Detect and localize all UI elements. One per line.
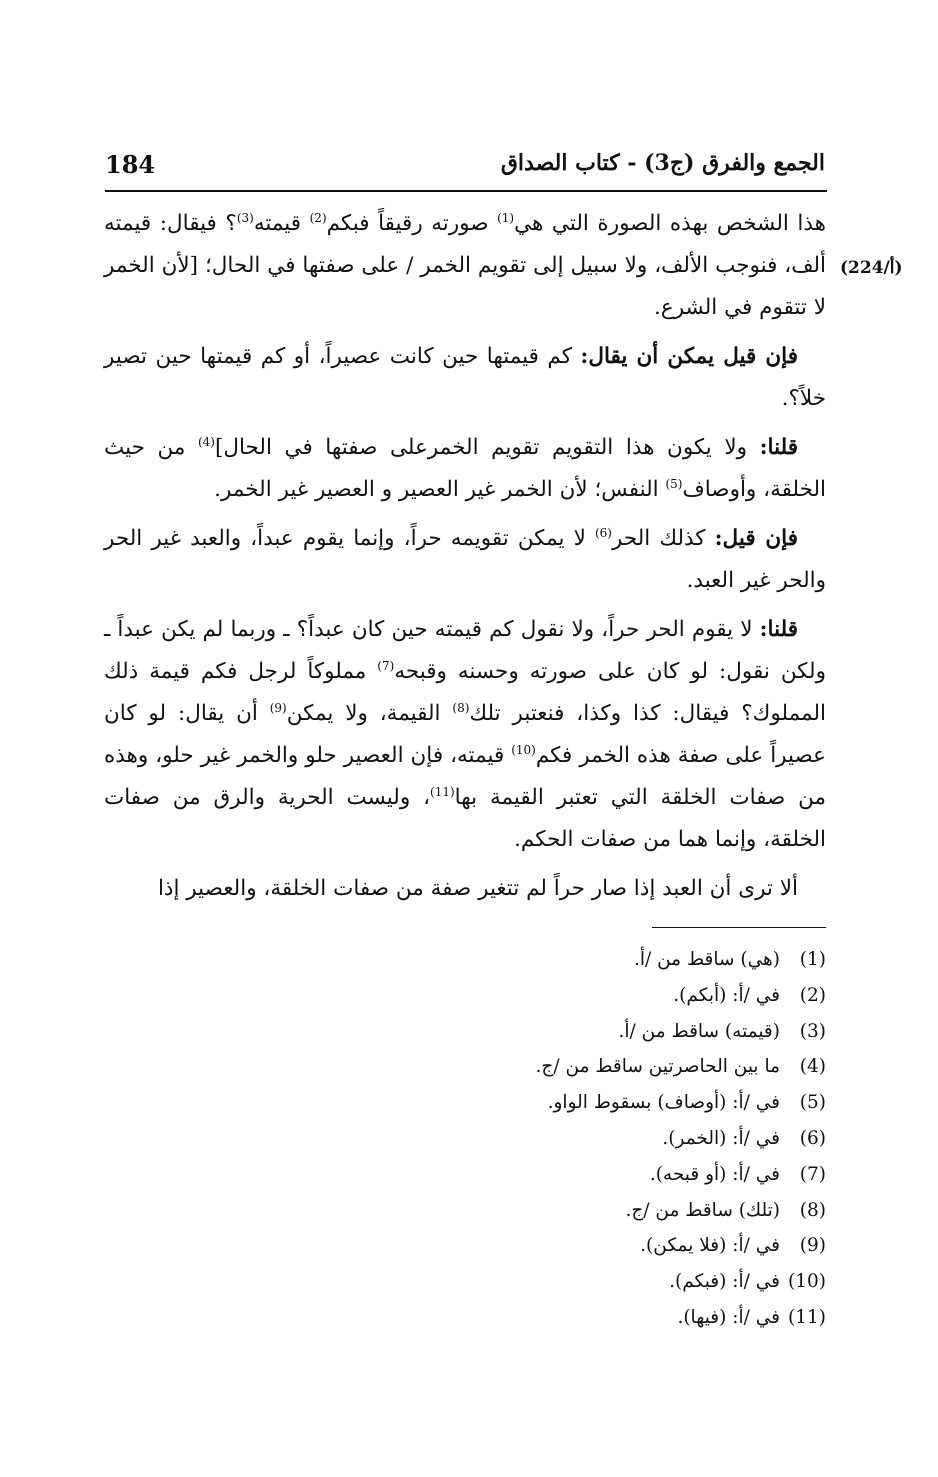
paragraph-lead: فإن قيل: [714,526,798,551]
paragraph-lead: فإن قيل يمكن أن يقال: [580,344,798,369]
footnote-text: في /أ: (أوصاف) بسقوط الواو. [547,1092,780,1114]
footnote-ref-8: (8) [452,700,470,715]
footnote-number: (2) [799,984,826,1006]
footnote-number: (6) [799,1127,826,1149]
paragraph-1 [104,203,826,329]
footnote-number: (11) [788,1306,826,1328]
paragraph-4 [104,518,826,602]
page-number: 184 [105,150,156,179]
footnote-item [380,1157,826,1193]
footnote-text: في /أ: (فلا يمكن). [640,1235,780,1257]
text-run: من حيث الخلقة، وأوصاف [104,435,826,502]
footnote-text: ما بين الحاصرتين ساقط من /ج. [535,1056,780,1078]
footnote-number: (7) [799,1163,826,1185]
text-run: مملوكاً لرجل فكم قيمة ذلك المملوك؟ فيقال: كذا وكذا، فنعتبر تلك [104,659,826,726]
footnote-number: (10) [788,1271,826,1293]
footnote-item [380,942,826,978]
text-run: لا يمكن تقويمه حراً، وإنما يقوم عبداً، والعبد غير الحر والحر غير العبد. [104,526,826,593]
running-title: الجمع والفرق (ج3) - كتاب الصداق [500,150,825,176]
footnote-text: في /أ: (الخمر). [662,1127,780,1149]
footnote-text: في /أ: (فيها). [677,1306,780,1328]
footnote-item [380,1300,826,1336]
footnote-number: (3) [799,1020,826,1042]
paragraph-6: ألا ترى أن العبد إذا صار حراً لم تتغير صفة من صفات الخلقة، والعصير إذا [157,876,798,901]
text-run: ؟ فيقال: قيمته ألف، فنوجب الألف، ولا سبيل إلى تقويم الخمر / على صفتها في الحال؛ [لأن الخمر لا تتقوم في الشرع. [104,211,826,320]
paragraph-lead: قلنا: [759,435,798,460]
text-run: أن يقال: لو كان عصيراً على صفة هذه الخمر فكم [104,701,826,768]
paragraph-lead: قلنا: [759,617,798,642]
header-rule [105,190,827,192]
footnote-item [380,1193,826,1229]
footnote-item [380,1014,826,1050]
footnote-text: (قيمته) ساقط من /أ. [618,1020,780,1042]
footnote-list [380,942,826,1336]
text-run: ولا يكون هذا التقويم تقويم الخمرعلى صفتها في الحال] [214,435,760,460]
footnote-number: (9) [799,1235,826,1257]
text-run: قيمته، فإن العصير حلو والخمر غير حلو، وهذه من صفات الخلقة التي تعتبر القيمة بها [104,743,827,810]
text-run: القيمة، ولا يمكن [286,701,453,726]
footnote-number: (4) [799,1056,826,1078]
text-run: كم قيمتها حين كانت عصيراً، أو كم قيمتها حين تصير خلاً؟. [104,344,826,411]
text-run: لا يقوم الحر حراً، ولا نقول كم قيمته حين كان عبداً؟ ـ وربما لم يكن عبداً ـ ولكن نقول: لو كان على صورته وحسنه وقبحه [104,617,826,684]
footnote-number: (8) [799,1199,826,1221]
footnote-ref-11: (11) [430,784,455,799]
footnote-separator [652,927,826,928]
main-text [104,203,826,917]
footnote-text: في /أ: (أو قبحه). [649,1163,780,1185]
footnote-item [380,1264,826,1300]
text-run: كذلك الحر [611,526,715,551]
footnote-ref-1: (1) [497,210,515,225]
footnote-number: (1) [799,949,826,970]
footnote-ref-2: (2) [309,210,327,225]
footnote-number: (5) [799,1092,826,1114]
footnote-item [380,1228,826,1264]
footnote-text: (هي) ساقط من /أ. [633,949,780,970]
footnote-ref-5: (5) [665,476,683,491]
paragraph-3 [104,427,826,511]
footnote-item [380,1049,826,1085]
text-run: النفس؛ لأن الخمر غير العصير و العصير غير الخمر. [214,477,666,502]
footnote-ref-7: (7) [377,658,395,673]
footnote-ref-10: (10) [511,742,536,757]
footnote-item [380,1121,826,1157]
paragraph-2 [104,336,826,420]
footnote-ref-3: (3) [236,210,254,225]
footnote-ref-6: (6) [594,525,612,540]
paragraph-5 [104,609,826,861]
text-run: صورته رقيقاً فبكم [326,211,498,236]
footnote-ref-4: (4) [197,434,215,449]
margin-folio-reference: (224/أ) [840,258,903,278]
text-run: قيمته [253,211,310,236]
text-run: ، وليست الحرية والرق من صفات الخلقة، وإنما هما من صفات الحكم. [104,785,826,852]
footnote-text: في /أ: (فبكم). [669,1271,780,1293]
footnote-ref-9: (9) [269,700,287,715]
running-header [105,150,825,190]
footnote-item [380,978,826,1014]
text-run: هذا الشخص بهذه الصورة التي هي [514,211,826,236]
footnote-item [380,1085,826,1121]
footnote-text: في /أ: (أبكم). [673,984,780,1006]
footnote-text: (تلك) ساقط من /ج. [625,1199,780,1221]
